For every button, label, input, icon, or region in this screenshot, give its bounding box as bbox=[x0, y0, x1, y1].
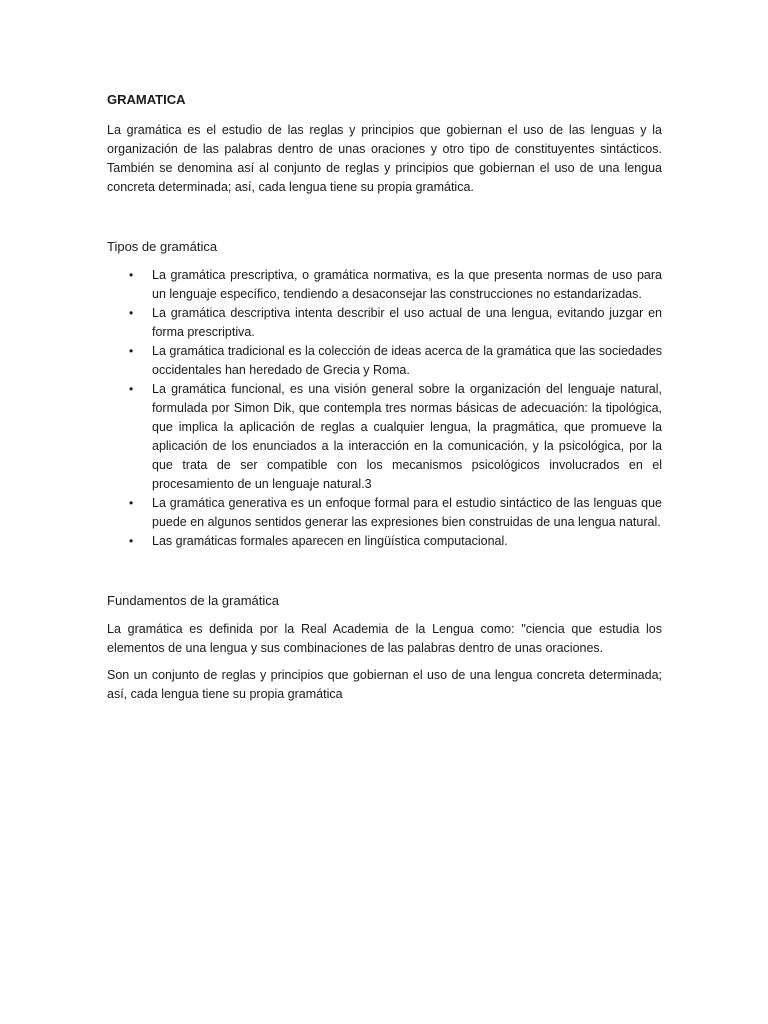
list-item bbox=[107, 304, 662, 342]
fundamentals-paragraph-1: La gramática es definida por la Real Academia de la Lengua como: "ciencia que estudia los elementos de una lengua y sus combinaciones de las palabras dentro de unas oraciones. bbox=[107, 622, 662, 655]
fundamentals-paragraph-2: Son un conjunto de reglas y principios que gobiernan el uso de una lengua concreta determinada; así, cada lengua tiene su propia gramática bbox=[107, 668, 662, 701]
bullet-icon: • bbox=[129, 496, 134, 510]
document-title: GRAMATICA bbox=[107, 92, 186, 107]
types-list bbox=[107, 266, 662, 551]
list-item-text: La gramática prescriptiva, o gramática normativa, es la que presenta normas de uso para un lenguaje específico, tendiendo a desaconsejar las construcciones no estandarizadas. bbox=[152, 268, 662, 301]
list-item bbox=[107, 342, 662, 380]
list-item-text: Las gramáticas formales aparecen en lingüística computacional. bbox=[152, 534, 508, 548]
fundamentals-heading: Fundamentos de la gramática bbox=[107, 593, 279, 608]
document-page bbox=[107, 90, 662, 712]
list-item-text: La gramática tradicional es la colección de ideas acerca de la gramática que las sociedades occidentales han heredado de Grecia y Roma. bbox=[152, 344, 662, 377]
bullet-icon: • bbox=[129, 534, 134, 548]
list-item-text: La gramática funcional, es una visión general sobre la organización del lenguaje natural, formulada por Simon Dik, que contempla tres normas básicas de adecuación: la tipológica, que implica la aplicación de reglas a cualquier lengua, la pragmática, que promueve la aplicación de los enunciados a la interacción en la comunicación, y la psicológica, por la que trata de ser compatible con los mecanismos psicológicos involucrados en el procesamiento de un lenguaje natural.3 bbox=[152, 382, 662, 491]
bullet-icon: • bbox=[129, 382, 134, 396]
list-item bbox=[107, 380, 662, 494]
types-heading: Tipos de gramática bbox=[107, 239, 218, 254]
bullet-icon: • bbox=[129, 268, 134, 282]
list-item bbox=[107, 532, 662, 551]
list-item-text: La gramática descriptiva intenta describir el uso actual de una lengua, evitando juzgar en forma prescriptiva. bbox=[152, 306, 662, 339]
bullet-icon: • bbox=[129, 344, 134, 358]
list-item bbox=[107, 494, 662, 532]
definition-paragraph: La gramática es el estudio de las reglas y principios que gobiernan el uso de las lenguas y la organización de las palabras dentro de unas oraciones y otro tipo de constituyentes sintácticos. También se denomina así al conjunto de reglas y principios que gobiernan el uso de una lengua concreta determinada; así, cada lengua tiene su propia gramática. bbox=[107, 123, 662, 194]
bullet-icon: • bbox=[129, 306, 134, 320]
fundamentals-section bbox=[107, 591, 662, 704]
list-item bbox=[107, 266, 662, 304]
list-item-text: La gramática generativa es un enfoque formal para el estudio sintáctico de las lenguas que puede en algunos sentidos generar las expresiones bien construidas de una lengua natural. bbox=[152, 496, 662, 529]
